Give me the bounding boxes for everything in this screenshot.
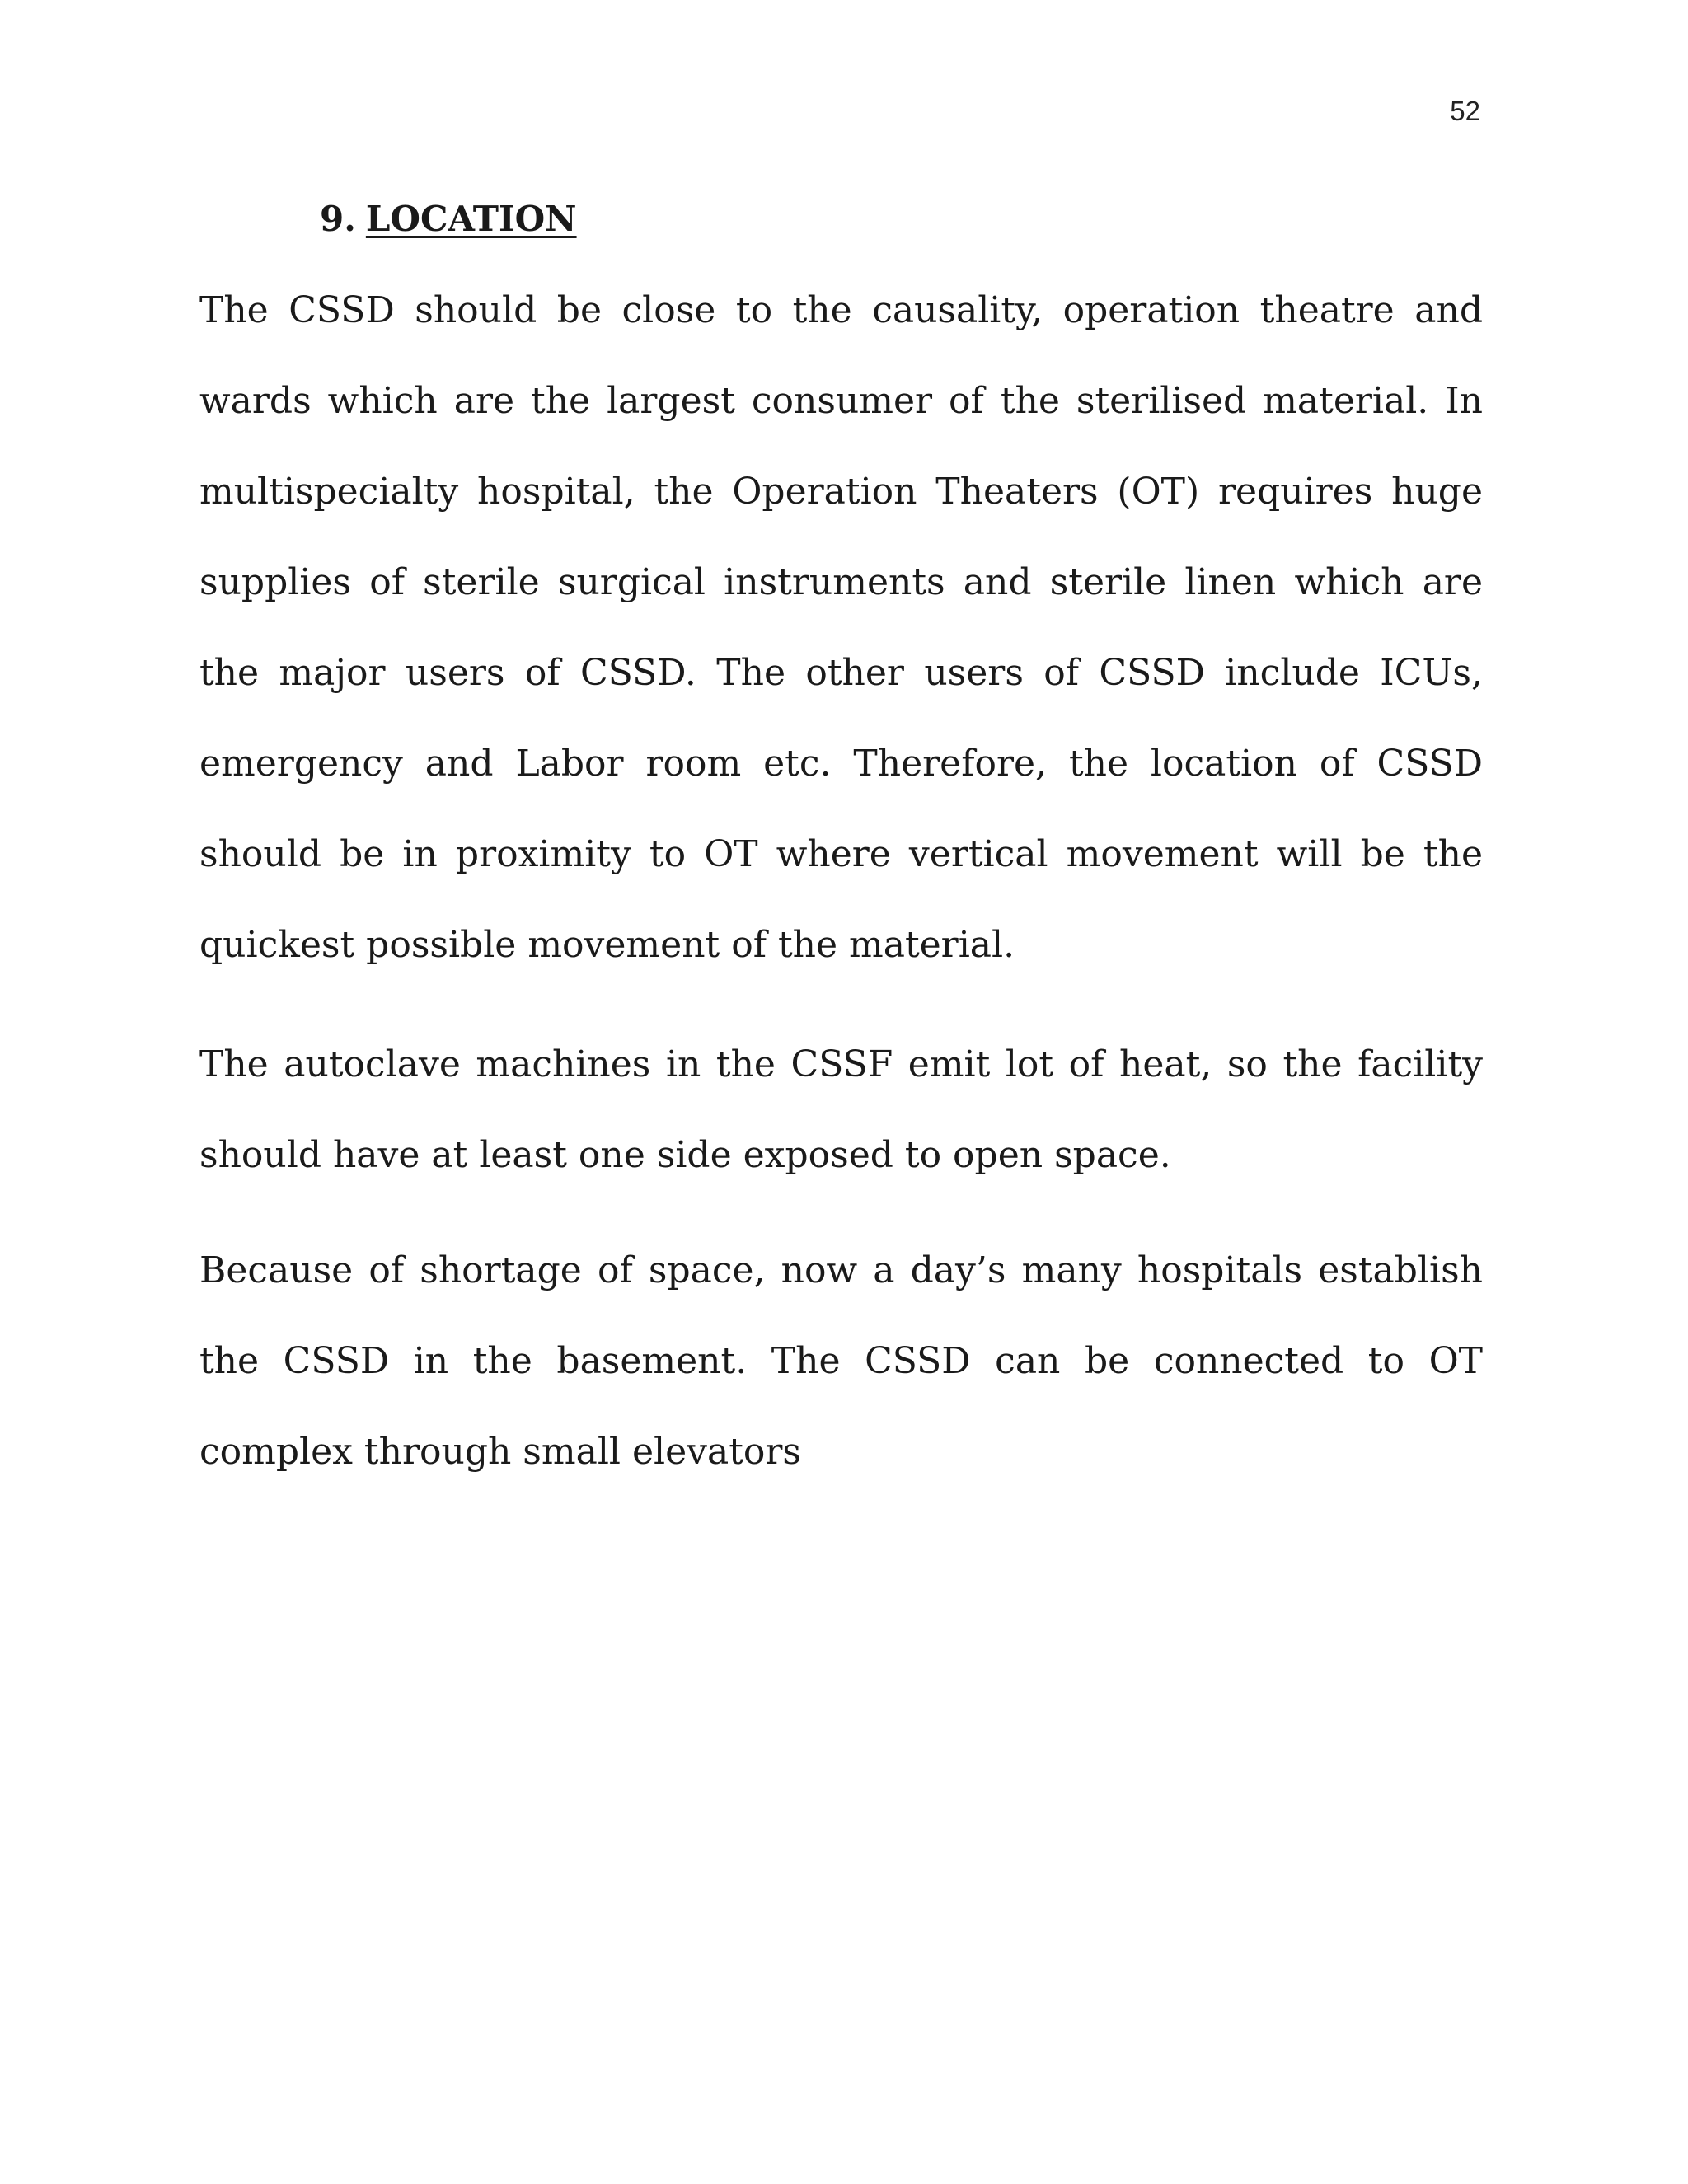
page-number: 52 bbox=[1450, 96, 1480, 126]
section-title: LOCATION bbox=[365, 199, 577, 239]
paragraph-autoclave-heat: The autoclave machines in the CSSF emit lot of heat, so the facility should have at least one side exposed to open space. bbox=[199, 1043, 1483, 1176]
section-heading bbox=[320, 196, 577, 242]
paragraph-basement: Because of shortage of space, now a day’s many hospitals establish the CSSD in the basement. The CSSD can be connected to OT complex through small elevators bbox=[199, 1249, 1483, 1473]
paragraph-location-proximity: The CSSD should be close to the causality, operation theatre and wards which are the largest consumer of the sterilised material. In multispecialty hospital, the Operation Theaters (OT) requires huge supplies of sterile surgical instruments and sterile linen which are the major users of CSSD. The other users of CSSD include ICUs, emergency and Labor room etc. Therefore, the location of CSSD should be in proximity to OT where vertical movement will be the quickest possible movement of the material. bbox=[199, 289, 1483, 966]
section-number: 9. bbox=[320, 199, 356, 239]
